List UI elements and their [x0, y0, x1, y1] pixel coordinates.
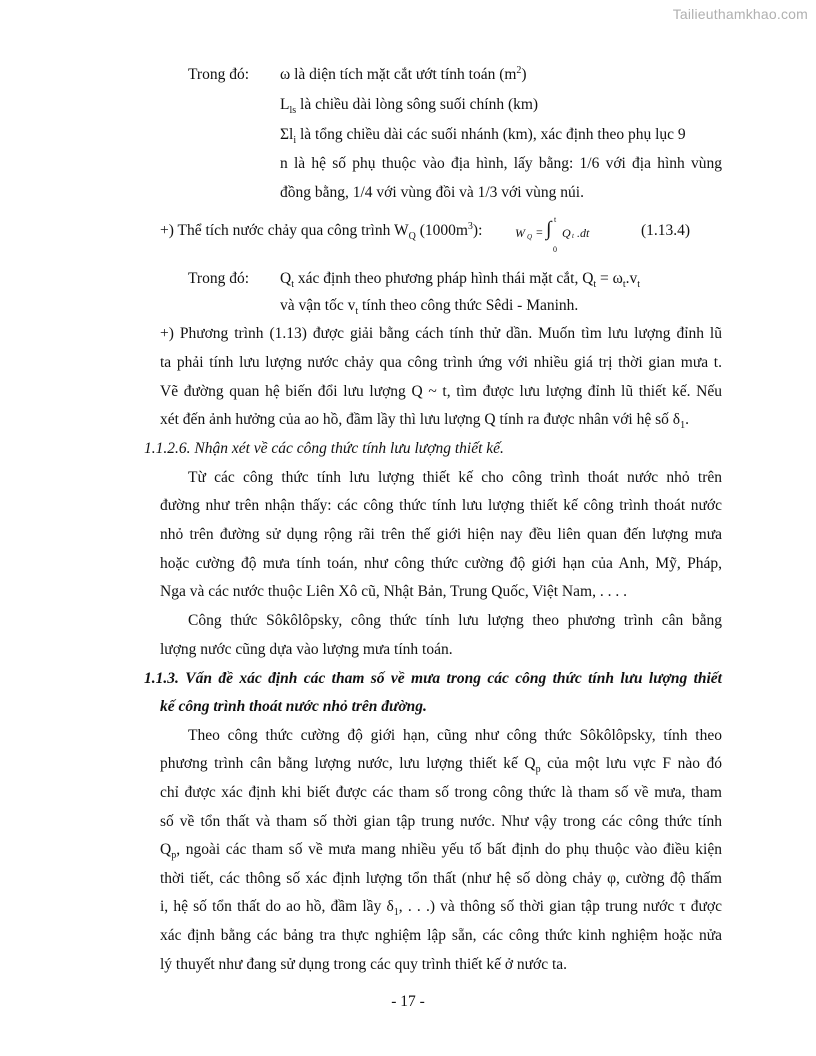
definition-qt: $Q_t$ xác định theo phương pháp hình thái mặt cắt, $Q_t = \omega_t.v_t$ [280, 270, 641, 291]
paragraph-4-line-6: thời tiết, các thông số xác định lượng tổn thất (như hệ số dòng chảy φ, cường độ thấm [160, 870, 722, 887]
volume-text: +) Thể tích nước chảy qua công trình $W_Q$ $(1000m^3)$: [160, 220, 483, 243]
paragraph-1-line-1: +) Phương trình (1.13) được giải bằng cách tính thử dần. Muốn tìm lưu lượng đỉnh lũ [160, 325, 722, 342]
paragraph-2-line-3: nhỏ trên đường sử dụng rộng rãi trên thế giới hiện nay đều liên quan đến lượng mưa [160, 526, 722, 543]
paragraph-1-line-2: ta phải tính lưu lượng nước chảy qua công trình ứng với nhiều giá trị thời gian mưa t. [160, 354, 722, 371]
paragraph-4-line-5: $Q_p$, ngoài các tham số về mưa mang nhiều yếu tố bất định do phụ thuộc vào điều kiện [160, 841, 722, 862]
volume-equation: W Q = ∫ t 0 Q t .dt [515, 215, 590, 254]
equation-number: (1.13.4) [641, 222, 691, 239]
definition-n: n là hệ số phụ thuộc vào địa hình, lấy bằng: 1/6 với địa hình vùng [280, 155, 722, 172]
paragraph-4-line-1: Theo công thức cường độ giới hạn, cũng như công thức Sôkôlôpsky, tính theo [188, 727, 722, 744]
paragraph-4-line-9: lý thuyết như đang sử dụng trong các quy trình thiết kế ở nước ta. [160, 956, 568, 973]
definition-sum-li: $\Sigma l_i$ là tổng chiều dài các suối nhánh (km), xác định theo phụ lục 9 [280, 126, 686, 147]
watermark: Tailieuthamkhao.com [672, 6, 808, 22]
paragraph-3-line-2: lượng nước cũng dựa vào lượng mưa tính toán. [160, 641, 453, 658]
paragraph-3-line-1: Công thức Sôkôlôpsky, công thức tính lưu lượng theo phương trình cân bằng [188, 612, 722, 629]
paragraph-2-line-2: đường như trên nhận thấy: các công thức tính lưu lượng thiết kế công trình thoát nước [160, 497, 722, 514]
section-heading-1-1-3: 1.1.3. Vấn đề xác định các tham số về mưa trong các công thức tính lưu lượng thiết [144, 670, 722, 687]
paragraph-4-line-2: phương trình cân bằng lượng nước, lưu lượng thiết kế $Q_p$ của một lưu vực F nào đó [160, 755, 722, 776]
paragraph-4-line-8: xác định bằng các bảng tra thực nghiệm lập sẵn, các công thức kinh nghiệm hoặc nửa [160, 927, 722, 944]
integral-sign: ∫ [546, 218, 552, 240]
definition-n-cont: đồng bằng, 1/4 với vùng đồi và 1/3 với vùng núi. [280, 184, 584, 201]
paragraph-2-line-4: hoặc cường độ mưa tính toán, như công thức cường độ giới hạn của Anh, Mỹ, Pháp, [160, 555, 722, 572]
paragraph-4-line-3: chỉ được xác định khi biết được các tham số trong công thức là tham số về mưa, tham [160, 784, 722, 801]
where-label-2: Trong đó: [188, 270, 250, 287]
paragraph-2-line-1: Từ các công thức tính lưu lượng thiết kế cho công trình thoát nước nhỏ trên [188, 469, 722, 486]
definition-vt: và vận tốc $v_t$ tính theo công thức Sêdi - Maninh. [280, 297, 579, 318]
paragraph-4-line-4: số về tổn thất và tham số thời gian tập trung nước. Như vậy trong các công thức tính [160, 813, 722, 830]
page-number: - 17 - [391, 993, 425, 1010]
paragraph-1-line-4: xét đến ảnh hưởng của ao hồ, đầm lầy thì lưu lượng Q tính ra được nhân với hệ số $\delta_1$. [160, 411, 689, 432]
definition-lls: $L_{ls}$ là chiều dài lòng sông suối chính (km) [280, 96, 539, 117]
where-label: Trong đó: [188, 66, 250, 83]
paragraph-1-line-3: Vẽ đường quan hệ biến đổi lưu lượng Q ~ t, tìm được lưu lượng đỉnh lũ thiết kế. Nếu [160, 383, 722, 400]
section-heading-1-1-2-6: 1.1.2.6. Nhận xét về các công thức tính lưu lượng thiết kế. [144, 440, 504, 457]
paragraph-2-line-5: Nga và các nước thuộc Liên Xô cũ, Nhật Bản, Trung Quốc, Việt Nam, . . . . [160, 583, 627, 600]
paragraph-4-line-7: i, hệ số tổn thất do ao hồ, đầm lầy $\delta_1$, . . .) và thông số thời gian tập trung nước τ được [160, 898, 722, 919]
definition-omega: ω là diện tích mặt cắt ướt tính toán $(m^2)$ [280, 64, 527, 83]
section-heading-1-1-3-cont: kế công trình thoát nước nhỏ trên đường. [160, 698, 427, 715]
